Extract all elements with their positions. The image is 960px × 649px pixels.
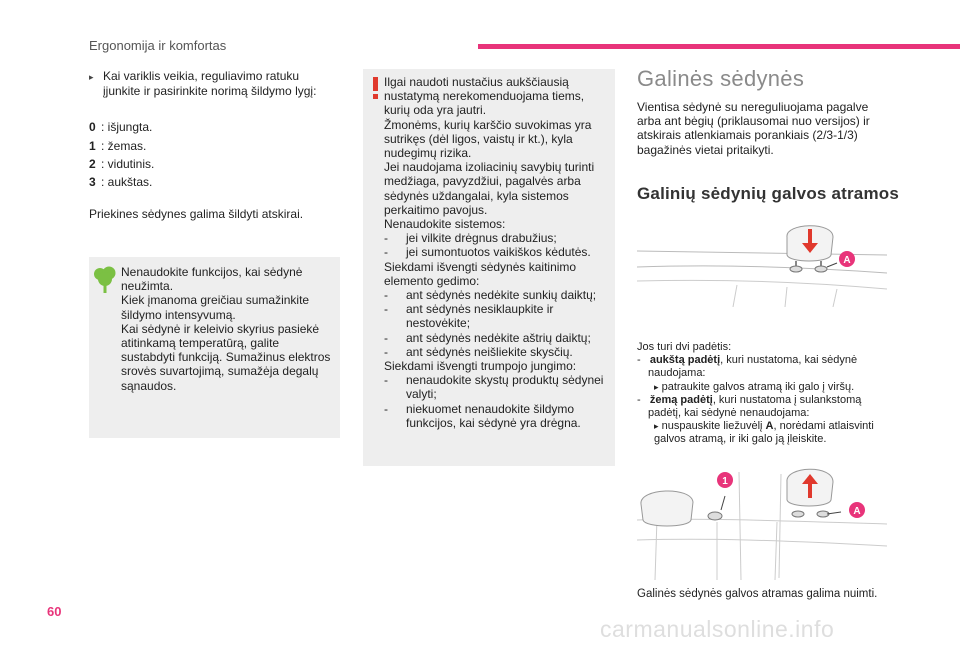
eco-tip-line: Kai sėdynė ir keleivio skyrius pasiekė atitinkamą temperatūrą, galite sustabdyti funkciją. Sumažinus elektros srovės suvartojimą, sumažėja degalų sąnaudos. xyxy=(121,321,331,393)
warning-bullet: - ant sėdynės nesiklaupkite ir nestovėkite; xyxy=(384,302,554,331)
front-seats-note: Priekines sėdynes galima šildyti atskirai. xyxy=(89,207,304,222)
positions-section xyxy=(637,341,892,447)
exclamation-icon xyxy=(369,77,383,99)
section-title: Ergonomija ir komfortas xyxy=(89,38,227,53)
headrest-low-illustration xyxy=(637,460,887,580)
heating-level-item: 2 : vidutinis. xyxy=(89,156,155,171)
headrest-high-illustration xyxy=(637,223,887,307)
warning-bullet: - jei sumontuotos vaikiškos kėdutės. xyxy=(384,245,591,260)
page-number: 60 xyxy=(47,604,62,619)
warning-bullet: - ant sėdynės nedėkite sunkių daiktų; xyxy=(384,288,597,303)
rear-seats-heading: Galinės sėdynės xyxy=(637,66,805,91)
warning-paragraph: Siekdami išvengti trumpojo jungimo: xyxy=(384,359,577,374)
warning-paragraph: Žmonėms, kurių karščio suvokimas yra sutrikęs (dėl ligos, vaistų ir kt.), kyla nudegimų rizika. xyxy=(384,117,592,161)
warning-box xyxy=(363,69,615,466)
warning-bullet: - ant sėdynės neišliekite skysčių. xyxy=(384,344,573,359)
callout-a-label: A xyxy=(843,255,851,266)
warning-paragraph: Siekdami išvengti sėdynės kaitinimo elemento gedimo: xyxy=(384,259,577,288)
warning-bullet: - ant sėdynės nedėkite aštrių daiktų; xyxy=(384,330,591,345)
warning-bullet: - niekuomet nenaudokite šildymo funkcijos, kai sėdynė yra drėgna. xyxy=(384,401,581,430)
rear-seats-intro: Vientisa sėdynė su nereguliuojama pagalve arba ant bėgių (priklausomai nuo versijos) ir atskirais atlenkiamais porankiais (2/3-1/3) bagažinės vietai pritaikyti. xyxy=(637,100,870,157)
heating-level-item: 1 : žemas. xyxy=(89,138,147,153)
arrow-bullet-icon: ▸ xyxy=(89,72,94,82)
position-high: - aukštą padėtį, kuri nustatoma, kai sėdynė naudojama: xyxy=(637,354,858,380)
watermark: carmanualsonline.info xyxy=(600,616,835,642)
eco-tip-line: Nenaudokite funkcijos, kai sėdynė neužimta. xyxy=(121,265,303,294)
callout-a-label-2: A xyxy=(853,506,861,517)
warning-paragraph: Jei naudojama izoliacinių savybių turinti medžiaga, pavyzdžiui, pagalvės arba sėdynės uždangalai, kyla sistemos perkaitimo pavojus. xyxy=(384,160,595,217)
positions-title: Jos turi dvi padėtis: xyxy=(637,341,732,353)
heating-level-item: 0 : išjungta. xyxy=(89,120,153,135)
position-low: - žemą padėtį, kuri nustatoma į sulankstomą padėtį, kai sėdynė nenaudojama: xyxy=(637,393,862,420)
eco-tip-box xyxy=(89,257,340,438)
eco-tree-icon xyxy=(93,265,117,295)
instruction: ▸ Kai variklis veikia, reguliavimo ratuku įjunkite ir pasirinkite norimą šildymo lygį: xyxy=(89,69,317,99)
warning-paragraph: Nenaudokite sistemos: xyxy=(384,217,506,232)
heating-level-item: 3 : aukštas. xyxy=(89,175,153,190)
heating-levels xyxy=(89,120,339,189)
warning-bullet: - jei vilkite drėgnus drabužius; xyxy=(384,231,557,246)
callout-1-label: 1 xyxy=(722,476,728,487)
section-accent-bar xyxy=(478,44,960,49)
warning-paragraph: Ilgai naudoti nustačius aukščiausią nustatymą nerekomenduojama tiems, kurių oda yra jautri. xyxy=(384,75,585,118)
position-high-step: ▸ patraukite galvos atramą iki galo į viršų. xyxy=(654,380,855,393)
headrests-subheading: Galinių sėdynių galvos atramos xyxy=(637,184,900,203)
removable-note: Galinės sėdynės galvos atramas galima nuimti. xyxy=(637,588,878,600)
position-low-step: ▸ nuspauskite liežuvėlį A, norėdami atlaisvinti galvos atramą, ir iki galo ją įleiskite. xyxy=(654,420,874,446)
eco-tip-line: Kiek įmanoma greičiau sumažinkite šildymo intensyvumą. xyxy=(121,293,310,322)
left-column xyxy=(89,69,339,221)
warning-bullet: - nenaudokite skystų produktų sėdynei valyti; xyxy=(384,373,604,402)
